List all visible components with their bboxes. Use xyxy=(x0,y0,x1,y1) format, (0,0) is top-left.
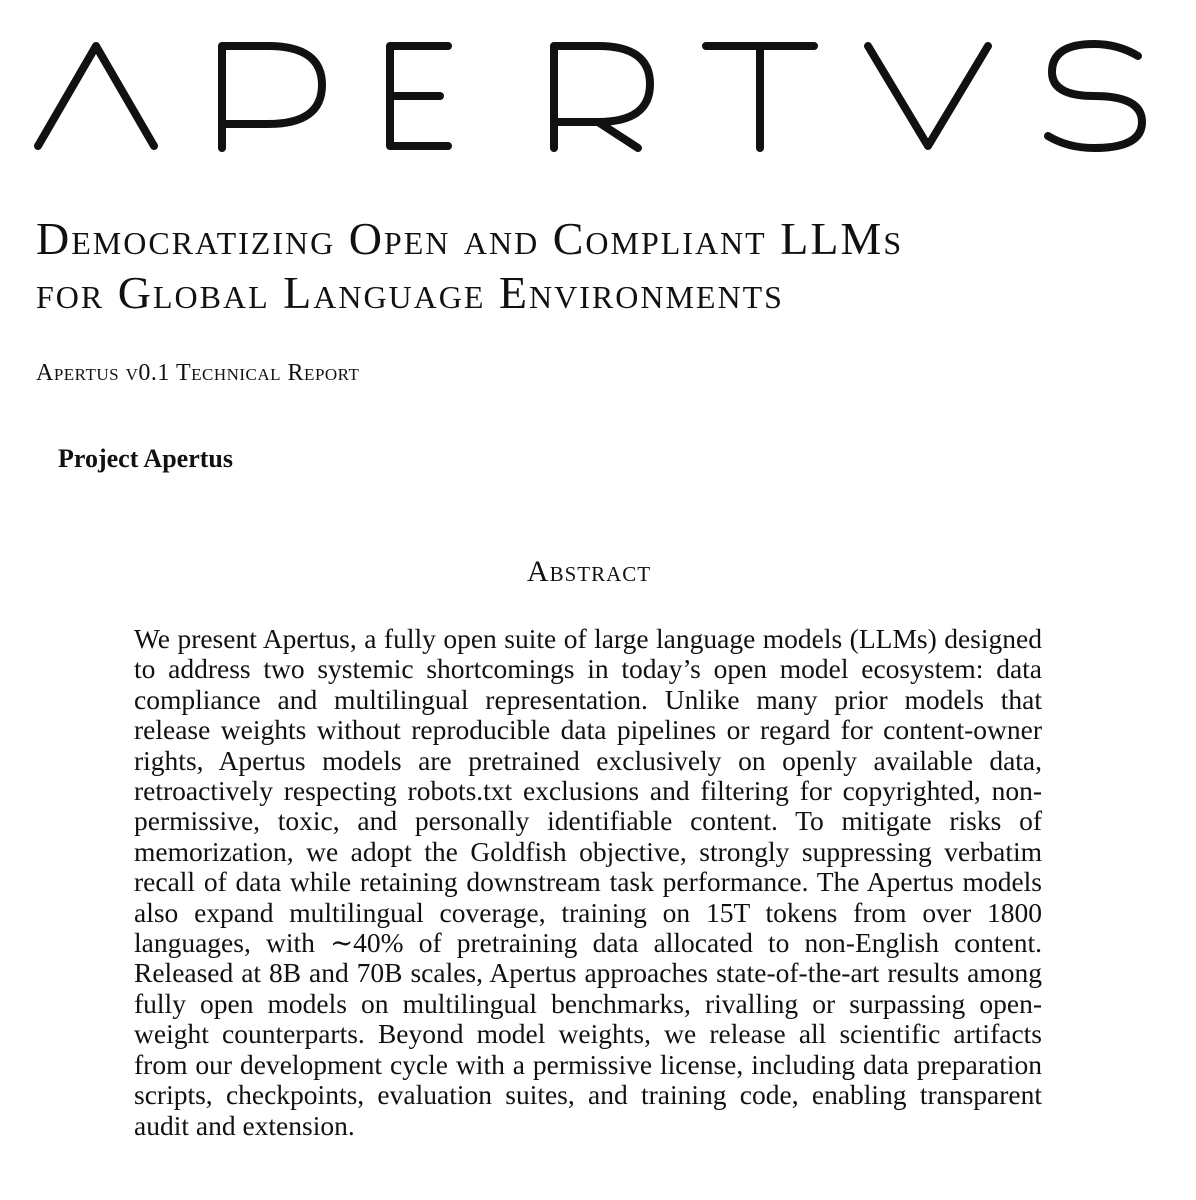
paper-title-line-1: Democratizing Open and Compliant LLMs xyxy=(36,213,904,264)
paper-title xyxy=(36,212,1156,320)
paper-title-line-2: for Global Language Environments xyxy=(36,267,784,318)
author-line: Project Apertus xyxy=(58,444,233,473)
abstract-body: We present Apertus, a fully open suite of large language models (LLMs) designed to address two systemic shortcomings in today’s open model ecosystem: data compliance and multilingual representation. Unlike many prior models that release weights without reproducible data pipelines or regard for content-owner rights, Apertus models are pretrained exclusively on openly available data, retroactively respecting robots.txt exclusions and filtering for copyrighted, non-permissive, toxic, and personally identifiable content. To mitigate risks of memorization, we adopt the Goldfish objective, strongly suppressing verbatim recall of data while retaining downstream task performance. The Apertus models also expand multilingual coverage, training on 15T tokens from over 1800 languages, with ∼40% of pretraining data allocated to non-English content. Released at 8B and 70B scales, Apertus approaches state-of-the-art results among fully open models on multilingual benchmarks, rivalling or surpassing open-weight counterparts. Beyond model weights, we release all scientific artifacts from our development cycle with a permissive license, including data preparation scripts, checkpoints, evaluation suites, and training code, enabling transparent audit and extension. xyxy=(134,623,1042,1141)
abstract-heading: Abstract xyxy=(526,555,652,588)
apertus-logo xyxy=(0,0,1196,180)
report-subtitle: Apertus v0.1 Technical Report xyxy=(36,360,360,386)
